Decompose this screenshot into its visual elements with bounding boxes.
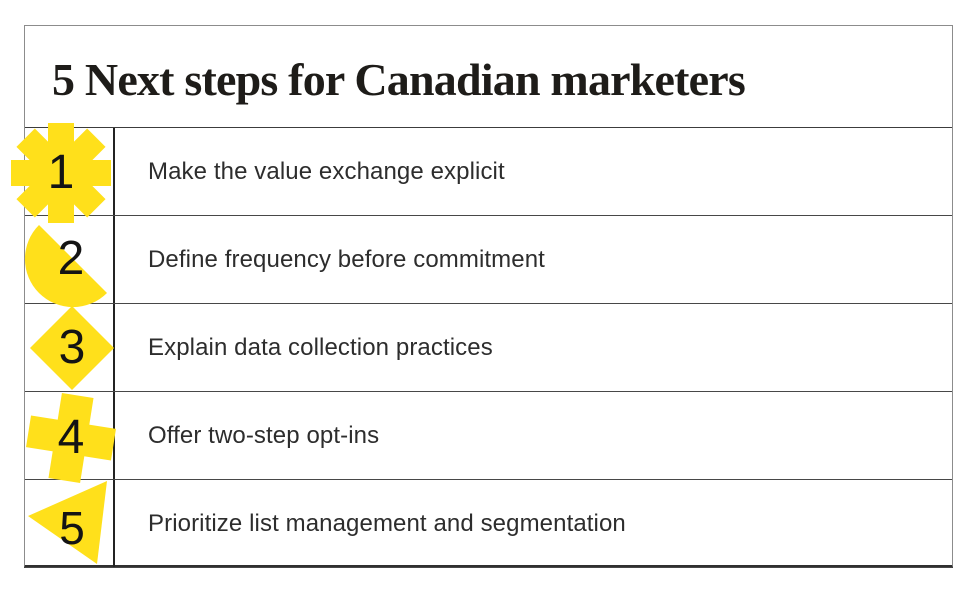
step-text-cell: [115, 480, 952, 567]
step-number: 5: [59, 502, 85, 554]
step-label: Prioritize list management and segmentation: [148, 509, 626, 537]
table-row-3: [25, 304, 952, 392]
plus-icon: [21, 388, 121, 488]
table-row-2: [25, 216, 952, 304]
step-text-cell: [115, 392, 952, 479]
step-number: 2: [57, 232, 85, 285]
half-circle-icon: [23, 209, 123, 309]
step-number: 4: [57, 411, 85, 464]
step-label: Offer two-step opt-ins: [148, 421, 380, 449]
table-row-4: [25, 392, 952, 480]
step-label: Define frequency before commitment: [148, 245, 545, 273]
step-text-cell: [115, 216, 952, 303]
step-label: Make the value exchange explicit: [148, 157, 505, 185]
step-text-cell: [115, 304, 952, 391]
step-text-cell: [115, 128, 952, 215]
table-row-1: [25, 128, 952, 216]
steps-list: [25, 128, 952, 568]
triangle-icon: [25, 478, 113, 566]
step-number: 1: [47, 146, 75, 199]
next-steps-table: [24, 25, 953, 568]
step-number: 3: [58, 321, 86, 374]
page-title: 5 Next steps for Canadian marketers: [52, 54, 746, 105]
step-label: Explain data collection practices: [148, 333, 493, 361]
table-row-5: [25, 480, 952, 568]
starburst-icon: [11, 123, 111, 223]
diamond-icon: [22, 298, 122, 398]
title-row: [25, 26, 952, 128]
